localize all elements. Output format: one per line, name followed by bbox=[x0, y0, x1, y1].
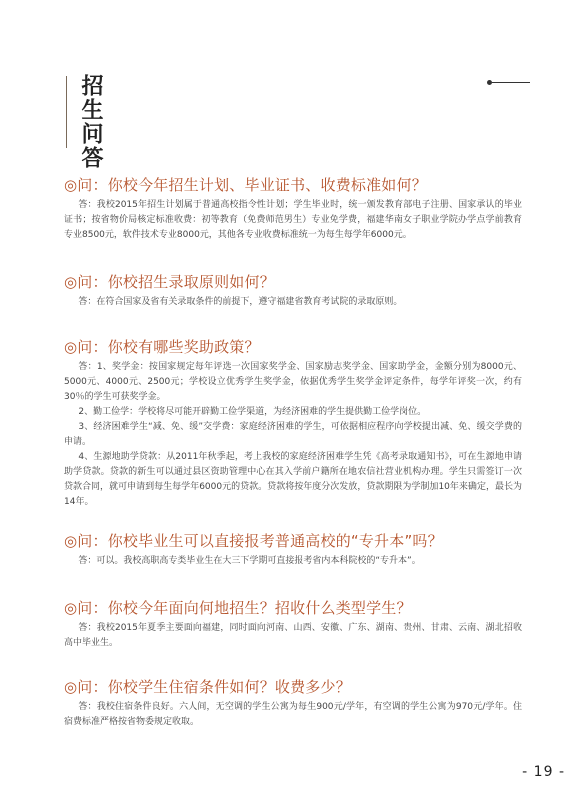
qa-item bbox=[64, 530, 522, 569]
question-heading: ◎问：你校今年招生计划、毕业证书、收费标准如何？ bbox=[64, 176, 427, 194]
title-rule bbox=[66, 76, 67, 148]
answer-text bbox=[64, 700, 522, 730]
question-heading: ◎问：你校今年面向何地招生？招收什么类型学生？ bbox=[64, 599, 412, 617]
qa-item bbox=[64, 676, 522, 730]
answer-paragraph: 2、勤工俭学：学校将尽可能开辟勤工俭学渠道，为经济困难的学生提供勤工俭学岗位。 bbox=[78, 407, 427, 417]
section-title: 招生问答 bbox=[78, 74, 104, 170]
answer-paragraph: 答：我校2015年夏季主要面向福建，同时面向河南、山西、安徽、广东、湖南、贵州、甘肃、云南、湖北招收高中毕业生。 bbox=[64, 623, 522, 648]
answer-text bbox=[64, 554, 522, 569]
answer-text bbox=[64, 621, 522, 651]
header-rule bbox=[492, 82, 530, 83]
answer-text bbox=[64, 198, 522, 243]
qa-item bbox=[64, 336, 522, 510]
answer-paragraph: 答：我校住宿条件良好。六人间，无空调的学生公寓为每生900元/学年，有空调的学生公寓为970元/学年。住宿费标准严格按省物委规定收取。 bbox=[64, 702, 522, 727]
answer-paragraph: 答：1、奖学金：按国家规定每年评选一次国家奖学金、国家励志奖学金、国家助学金，金额分别为8000元、5000元、4000元、2500元；学校设立优秀学生奖学金，依据优秀学生奖学金评定条件，每学年评奖一次，约有30％的学生可获奖学金。 bbox=[64, 362, 522, 402]
question-heading: ◎问：你校有哪些奖助政策？ bbox=[64, 338, 260, 356]
question-heading: ◎问：你校学生住宿条件如何？收费多少？ bbox=[64, 678, 351, 696]
answer-paragraph: 答：我校2015年招生计划属于普通高校指令性计划；学生毕业时，统一颁发教育部电子注册、国家承认的毕业证书；按省物价局核定标准收费：初等教育（免费师范男生）专业免学费，福建华南女子职业学院办学点学前教育专业8500元，软件技术专业8000元，其他各专业收费标准统一为每生每学年6000元。 bbox=[64, 200, 522, 240]
qa-list bbox=[64, 174, 522, 730]
answer-paragraph: 3、经济困难学生“减、免、缓”交学费：家庭经济困难的学生，可依据相应程序向学校提出减、免、缓交学费的申请。 bbox=[64, 422, 522, 447]
answer-text bbox=[64, 360, 522, 510]
answer-paragraph: 答：可以。我校高职高专类毕业生在大三下学期可直接报考省内本科院校的“专升本”。 bbox=[78, 556, 421, 566]
qa-item bbox=[64, 271, 522, 310]
qa-item bbox=[64, 174, 522, 243]
qa-item bbox=[64, 597, 522, 651]
answer-text bbox=[64, 295, 522, 310]
question-heading: ◎问：你校招生录取原则如何？ bbox=[64, 273, 275, 291]
page-number: - 19 - bbox=[522, 764, 565, 780]
question-heading: ◎问：你校毕业生可以直接报考普通高校的“专升本”吗？ bbox=[64, 532, 443, 550]
answer-paragraph: 4、生源地助学贷款：从2011年秋季起，考上我校的家庭经济困难学生凭《高考录取通知书》，可在生源地申请助学贷款。贷款的新生可以通过县区资助管理中心在其入学前户籍所在地农信社营业机构办理。学生只需签订一次贷款合同，就可申请到每生每学年6000元的贷款。贷款将按年度分次发放，贷款期限为学制加10年来确定，最长为14年。 bbox=[64, 452, 522, 507]
answer-paragraph: 答：在符合国家及省有关录取条件的前提下，遵守福建省教育考试院的录取原则。 bbox=[78, 297, 403, 307]
